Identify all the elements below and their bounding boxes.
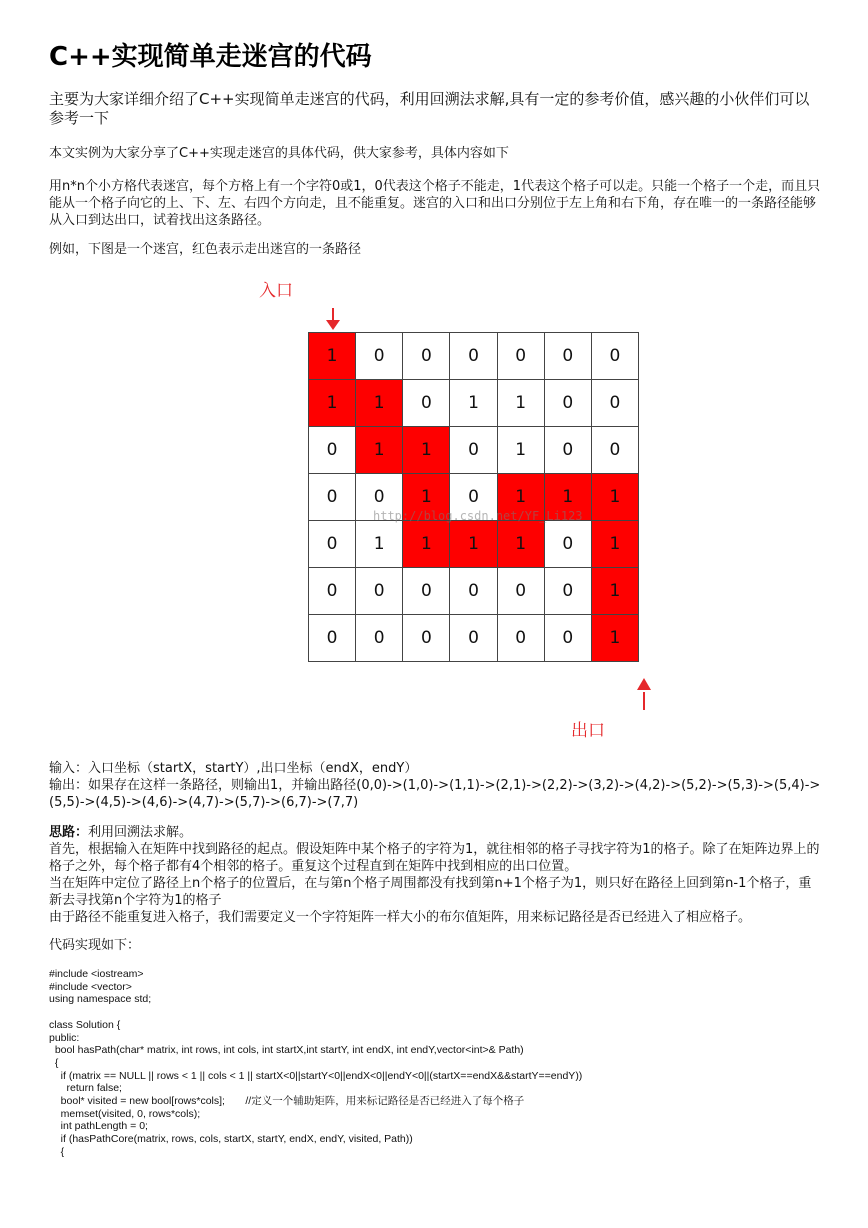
maze-cell: 0 xyxy=(403,380,450,427)
maze-cell: 0 xyxy=(544,521,591,568)
thoughts-line-3: 由于路径不能重复进入格子，我们需要定义一个字符矩阵一样大小的布尔值矩阵，用来标记路径是否已经进入了相应格子。 xyxy=(49,910,752,925)
article-title: C++实现简单走迷宫的代码 xyxy=(49,42,372,72)
maze-cell: 0 xyxy=(591,427,638,474)
maze-row xyxy=(309,615,639,662)
entry-arrowhead-icon xyxy=(326,320,340,330)
maze-cell: 0 xyxy=(403,615,450,662)
maze-figure xyxy=(259,270,639,745)
maze-cell: 0 xyxy=(356,615,403,662)
maze-cell: 0 xyxy=(497,615,544,662)
maze-cell: 1 xyxy=(497,521,544,568)
maze-cell: 1 xyxy=(403,427,450,474)
maze-cell: 0 xyxy=(356,333,403,380)
example-paragraph: 例如，下图是一个迷宫，红色表示走出迷宫的一条路径 xyxy=(49,242,362,257)
maze-row xyxy=(309,427,639,474)
maze-cell: 0 xyxy=(591,380,638,427)
maze-cell: 0 xyxy=(591,333,638,380)
maze-cell: 0 xyxy=(544,427,591,474)
maze-cell: 0 xyxy=(544,615,591,662)
exit-label: 出口 xyxy=(571,721,605,741)
maze-row xyxy=(309,568,639,615)
maze-cell: 0 xyxy=(450,333,497,380)
maze-cell: 0 xyxy=(544,380,591,427)
maze-cell: 1 xyxy=(544,474,591,521)
maze-cell: 1 xyxy=(591,615,638,662)
maze-cell: 0 xyxy=(544,568,591,615)
thoughts-heading-rest: 利用回溯法求解。 xyxy=(88,825,193,840)
maze-cell: 0 xyxy=(497,568,544,615)
maze-cell: 0 xyxy=(309,615,356,662)
maze-cell: 0 xyxy=(450,615,497,662)
maze-row xyxy=(309,380,639,427)
input-line: 输入：入口坐标（startX，startY）,出口坐标（endX，endY） xyxy=(49,761,418,776)
maze-cell: 1 xyxy=(497,474,544,521)
thoughts-line-2: 当在矩阵中定位了路径上n个格子的位置后，在与第n个格子周围都没有找到第n+1个格子为1，则只好在路径上回到第n-1个格子，重新去寻找第n个字符为1的格子 xyxy=(49,876,812,908)
maze-cell: 1 xyxy=(356,427,403,474)
intro-paragraph: 本文实例为大家分享了C++实现走迷宫的具体代码，供大家参考，具体内容如下 xyxy=(49,146,509,161)
maze-cell: 1 xyxy=(356,521,403,568)
maze-cell: 0 xyxy=(544,333,591,380)
maze-cell: 0 xyxy=(309,427,356,474)
maze-row xyxy=(309,333,639,380)
description-paragraph: 用n*n个小方格代表迷宫，每个方格上有一个字符0或1，0代表这个格子不能走，1代表这个格子可以走。只能一个格子一个走，而且只能从一个格子向它的上、下、左、右四个方向走，且不能重复。迷宫的入口和出口分别位于左上角和右下角，存在唯一的一条路径能够从入口到达出口，试着找出这条路径。 xyxy=(49,179,821,228)
maze-cell: 1 xyxy=(591,521,638,568)
io-section xyxy=(49,760,824,811)
maze-grid xyxy=(308,332,639,662)
maze-cell: 0 xyxy=(309,521,356,568)
thoughts-section xyxy=(49,824,824,926)
maze-cell: 0 xyxy=(450,568,497,615)
exit-arrowhead-icon xyxy=(637,678,651,690)
watermark: http://blog.csdn.net/YF_Li123 xyxy=(373,509,583,523)
article-summary: 主要为大家详细介绍了C++实现简单走迷宫的代码，利用回溯法求解,具有一定的参考价值，感兴趣的小伙伴们可以参考一下 xyxy=(49,90,810,127)
maze-cell: 1 xyxy=(356,380,403,427)
maze-cell: 1 xyxy=(497,427,544,474)
maze-cell: 1 xyxy=(309,380,356,427)
maze-cell: 0 xyxy=(450,427,497,474)
maze-cell: 1 xyxy=(403,474,450,521)
maze-cell: 0 xyxy=(403,333,450,380)
maze-cell: 0 xyxy=(497,333,544,380)
maze-cell: 0 xyxy=(309,474,356,521)
maze-cell: 1 xyxy=(497,380,544,427)
thoughts-heading: 思路： xyxy=(49,825,89,840)
entry-label: 入口 xyxy=(259,281,293,301)
maze-cell: 0 xyxy=(403,568,450,615)
output-line: 输出：如果存在这样一条路径，则输出1，并输出路径(0,0)->(1,0)->(1,1)->(2,1)->(2,2)->(3,2)->(4,2)->(5,2)->(5,3)->(5,4)->(5,5)->(4,5)->(4,6)->(4,7)->(5,7)->(6,7)->(7,7) xyxy=(49,778,821,810)
thoughts-heading-line xyxy=(49,824,824,841)
code-intro: 代码实现如下： xyxy=(49,938,141,953)
exit-arrow-icon xyxy=(643,692,645,710)
maze-cell: 1 xyxy=(450,380,497,427)
code-block: #include <iostream> #include <vector> using namespace std; class Solution { public: bool hasPath(char* matrix, int rows, int cols, int startX,int startY, int endX, int endY,vector<int>& Path) { if (matrix == NULL || rows < 1 || cols < 1 || startX<0||startY<0||endX<0||endY<0||(startX==endX&&startY==endY)) return false; bool* visited = new bool[rows*cols]; //定义一个辅助矩阵，用来标记路径是否已经进入了每个格子 memset(visited, 0, rows*cols); int pathLength = 0; if (hasPathCore(matrix, rows, cols, startX, startY, endX, endY, visited, Path)) { xyxy=(49,968,583,1158)
maze-cell: 1 xyxy=(591,474,638,521)
maze-cell: 1 xyxy=(450,521,497,568)
thoughts-line-1: 首先，根据输入在矩阵中找到路径的起点。假设矩阵中某个格子的字符为1，就往相邻的格子寻找字符为1的格子。除了在矩阵边界上的格子之外，每个格子都有4个相邻的格子。重复这个过程直到在矩阵中找到相应的出口位置。 xyxy=(49,842,820,874)
maze-cell: 0 xyxy=(450,474,497,521)
maze-row xyxy=(309,521,639,568)
maze-cell: 1 xyxy=(591,568,638,615)
maze-cell: 1 xyxy=(309,333,356,380)
maze-cell: 0 xyxy=(356,474,403,521)
maze-cell: 0 xyxy=(309,568,356,615)
maze-cell: 1 xyxy=(403,521,450,568)
maze-cell: 0 xyxy=(356,568,403,615)
